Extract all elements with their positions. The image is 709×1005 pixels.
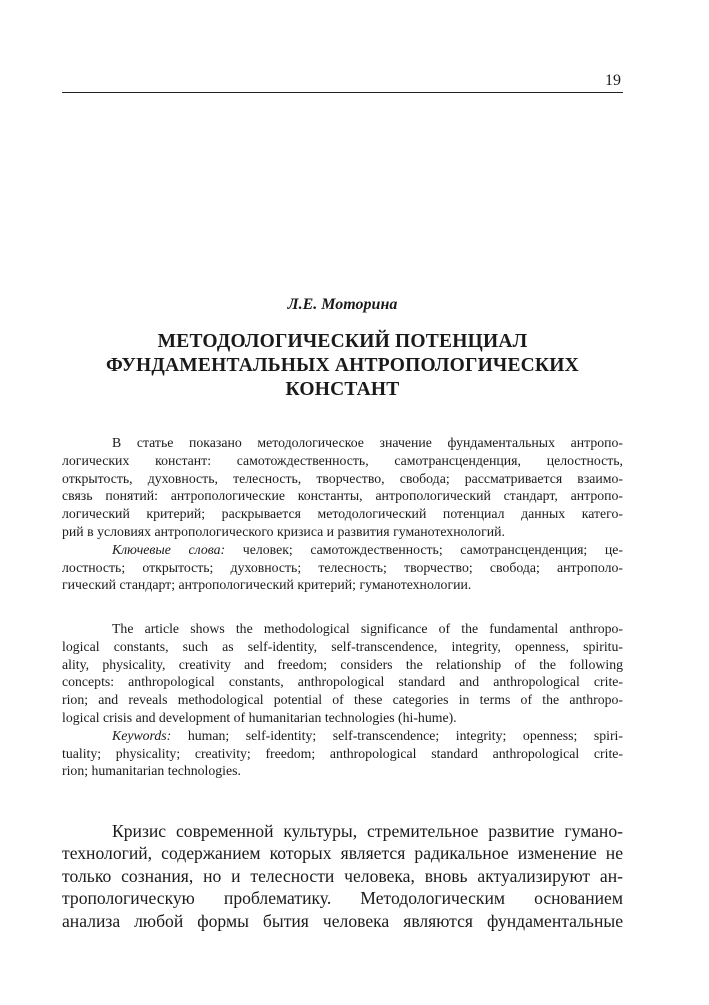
keywords-line: tuality; physicality; creativity; freedom; anthropological standard anthropological crite-: [62, 745, 623, 761]
abstract-line: В статье показано методологическое значение фундаментальных антропо-: [112, 435, 623, 450]
article-title: [62, 330, 623, 402]
abstract-line: открытость, духовность, телесность, творчество, свобода; рассматривается взаимо-: [62, 470, 623, 486]
body-line: только сознания, но и телесности человека, вновь актуализируют ан-: [62, 865, 623, 886]
keywords-line: лостность; открытость; духовность; телесность; творчество; свобода; антрополо-: [62, 559, 623, 575]
abstract-line: ality, physicality, creativity and freedom; considers the relationship of the following: [62, 656, 623, 672]
title-line: ФУНДАМЕНТАЛЬНЫХ АНТРОПОЛОГИЧЕСКИХ: [106, 355, 579, 376]
abstract-line: рий в условиях антропологического кризиса и развития гуманотехнологий.: [62, 523, 505, 539]
keywords-label: Keywords:: [112, 727, 172, 743]
abstract-line: The article shows the methodological significance of the fundamental anthropo-: [112, 621, 623, 636]
keywords-line: rion; humanitarian technologies.: [62, 763, 241, 779]
header-rule: [62, 92, 623, 93]
title-line: МЕТОДОЛОГИЧЕСКИЙ ПОТЕНЦИАЛ: [157, 331, 528, 352]
abstract-line: concepts: anthropological constants, anthropological standard and anthropological crite-: [62, 674, 623, 690]
body-paragraph: [62, 820, 623, 932]
keywords-text: human; self-identity; self-transcendence; integrity; openness; spiri-: [171, 727, 623, 743]
abstract-line: logical constants, such as self-identity, self-transcendence, integrity, openness, spiritu-: [62, 638, 623, 654]
abstract-english: [62, 620, 623, 780]
author-name: Л.Е. Моторина: [287, 296, 398, 313]
body-line: анализа любой формы бытия человека являются фундаментальные: [62, 910, 623, 931]
title-line: КОНСТАНТ: [285, 379, 400, 400]
keywords-line: гический стандарт; антропологический критерий; гуманотехнологии.: [62, 577, 472, 593]
keywords-label: Ключевые слова:: [112, 541, 226, 557]
page-number: 19: [605, 72, 621, 89]
abstract-russian: [62, 434, 623, 594]
body-line: тропологическую проблематику. Методологическим основанием: [62, 888, 623, 909]
abstract-line: логический критерий; раскрывается методологический потенциал данных катего-: [62, 506, 623, 522]
abstract-line: rion; and reveals methodological potential of these categories in terms of the anthropo-: [62, 692, 623, 708]
keywords-line: [62, 541, 623, 559]
abstract-line: logical crisis and development of humanitarian technologies (hi-hume).: [62, 709, 457, 725]
keywords-line: [62, 727, 623, 745]
body-line: Кризис современной культуры, стремительное развитие гумано-: [112, 821, 623, 841]
abstract-line: логических констант: самотождественность, самотрансценденция, целостность,: [62, 452, 623, 468]
abstract-line: связь понятий: антропологические константы, антропологический стандарт, антропо-: [62, 488, 623, 504]
keywords-text: человек; самотождественность; самотрансценденция; це-: [225, 541, 623, 557]
body-line: технологий, содержанием которых является радикальное изменение не: [62, 843, 623, 864]
